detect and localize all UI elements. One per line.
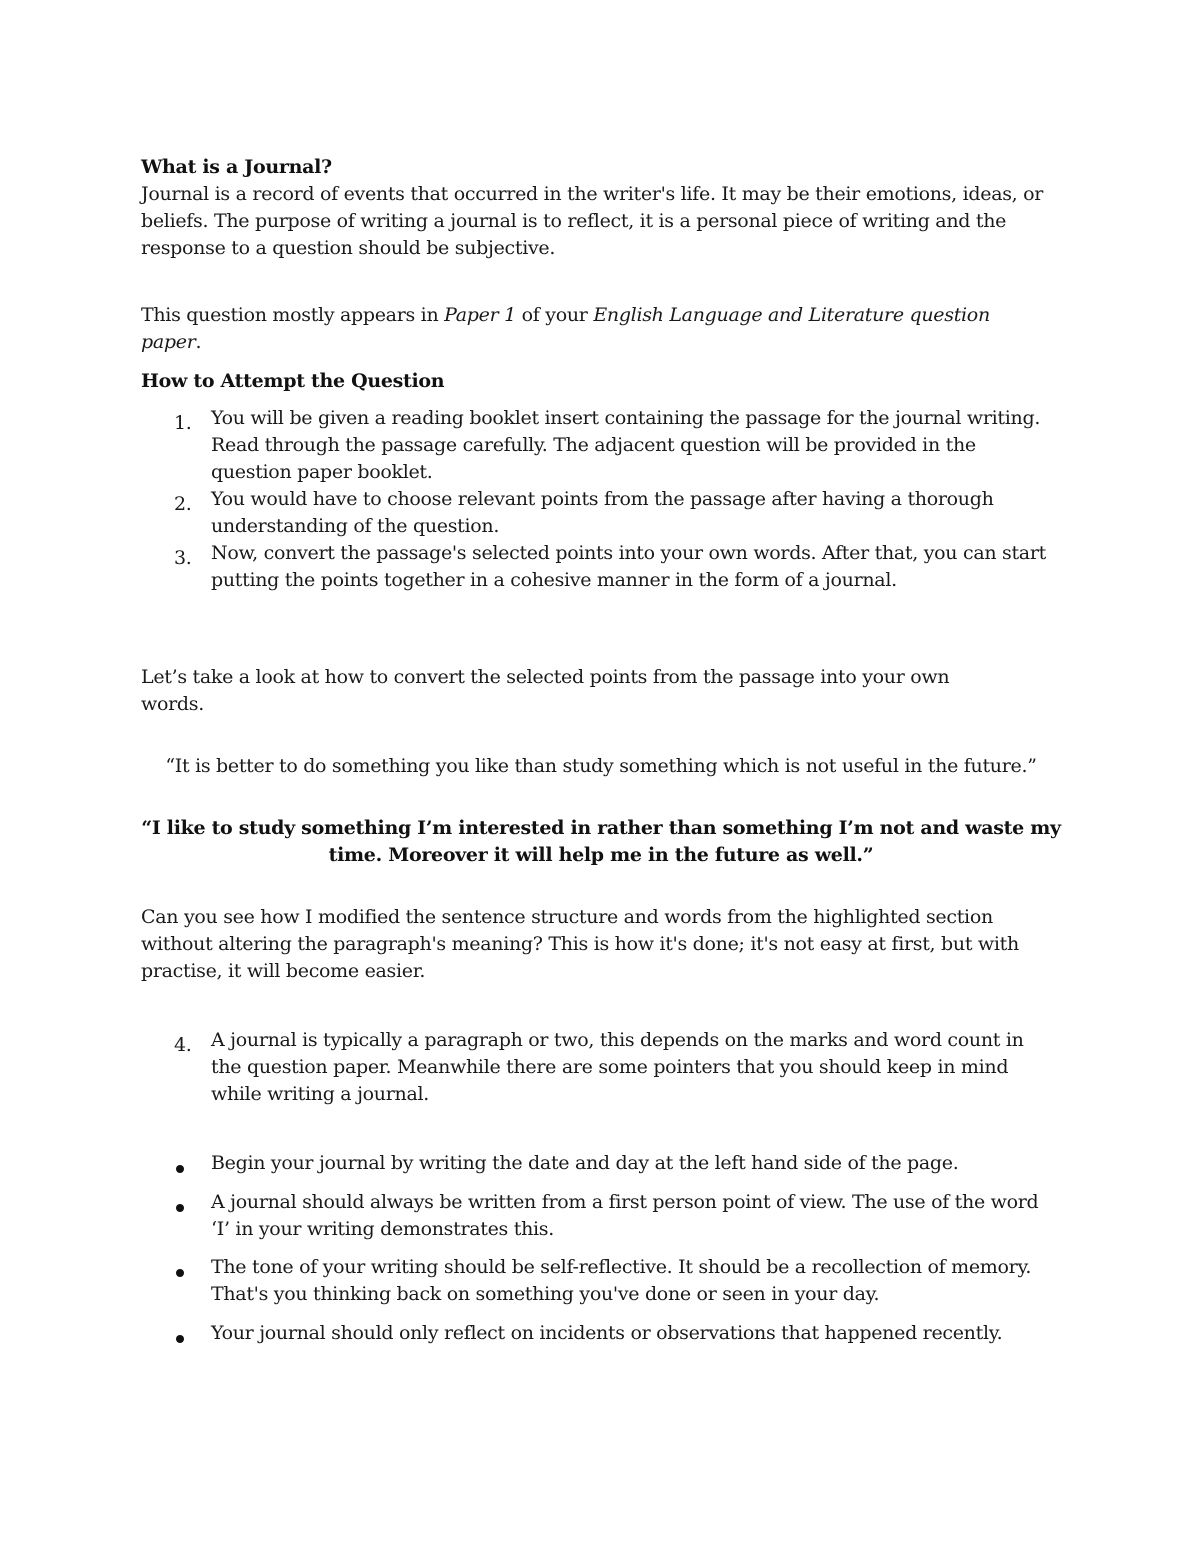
pointer-line: A journal should always be written from a first person point of view. The use of the word — [211, 1190, 1039, 1213]
paper-note-text: . — [195, 331, 202, 353]
pointer-line: Your journal should only reflect on incidents or observations that happened recently. — [211, 1321, 1003, 1344]
attempt-steps-list-continued — [141, 1027, 1061, 1108]
pointers-list — [141, 1150, 1061, 1358]
bullet-icon — [176, 1165, 184, 1173]
intro-section — [141, 154, 1061, 262]
list-item — [141, 1150, 1061, 1177]
bullet-icon — [176, 1335, 184, 1343]
paper-note-paragraph — [141, 302, 1061, 356]
explanation-line: practise, it will become easier. — [141, 960, 426, 982]
rewritten-quote-line: time. Moreover it will help me in the future as well.” — [328, 844, 874, 866]
rewritten-quote — [141, 815, 1061, 869]
pointer-line: ‘I’ in your writing demonstrates this. — [211, 1217, 554, 1240]
original-quote: “It is better to do something you like than study something which is not useful in the future.” — [165, 755, 1037, 777]
attempt-steps-list — [141, 405, 1061, 594]
list-item — [141, 1320, 1061, 1347]
list-item — [141, 486, 1061, 540]
paper-note-text: of your — [515, 304, 594, 326]
section-heading-how-to-attempt: How to Attempt the Question — [141, 370, 445, 392]
list-number: 2. — [174, 493, 192, 515]
list-number: 4. — [174, 1034, 192, 1056]
step-line: Now, convert the passage's selected points into your own words. After that, you can start — [211, 542, 1046, 564]
explanation-line: Can you see how I modified the sentence structure and words from the highlighted section — [141, 906, 993, 928]
conversion-paragraph — [141, 664, 1061, 718]
bullet-icon — [176, 1269, 184, 1277]
subject-name: English Language and Literature question — [593, 304, 990, 326]
conversion-line: words. — [141, 693, 204, 715]
intro-line: response to a question should be subjective. — [141, 237, 556, 259]
list-item — [141, 540, 1061, 594]
step-line: question paper booklet. — [211, 461, 433, 483]
intro-line: Journal is a record of events that occurred in the writer's life. It may be their emotions, ideas, or — [141, 183, 1044, 205]
pointer-line: That's you thinking back on something you've done or seen in your day. — [211, 1283, 880, 1305]
list-number: 1. — [174, 412, 192, 434]
step-line: A journal is typically a paragraph or two, this depends on the marks and word count in — [211, 1029, 1024, 1051]
paper-note-line — [141, 329, 1061, 356]
list-item — [141, 405, 1061, 486]
subject-name-continued: paper — [141, 331, 196, 353]
intro-line: beliefs. The purpose of writing a journal is to reflect, it is a personal piece of writing and the — [141, 210, 1007, 232]
paper-note-line — [141, 302, 1061, 329]
step-line: Read through the passage carefully. The adjacent question will be provided in the — [211, 434, 976, 456]
list-item — [141, 1189, 1061, 1243]
pointer-line: The tone of your writing should be self-reflective. It should be a recollection of memory. — [211, 1256, 1032, 1278]
step-line: understanding of the question. — [211, 515, 500, 537]
section-heading-what-is-journal: What is a Journal? — [141, 156, 332, 178]
paper-name: Paper 1 — [444, 304, 516, 326]
pointer-line: Begin your journal by writing the date and day at the left hand side of the page. — [211, 1152, 959, 1174]
conversion-line: Let’s take a look at how to convert the selected points from the passage into your own — [141, 666, 950, 688]
explanation-line: without altering the paragraph's meaning? This is how it's done; it's not easy at first, but with — [141, 933, 1019, 955]
bullet-icon — [176, 1204, 184, 1212]
step-line: putting the points together in a cohesive manner in the form of a journal. — [211, 569, 897, 591]
list-item — [141, 1254, 1061, 1308]
paper-note-text: This question mostly appears in — [141, 304, 445, 326]
intro-paragraph — [141, 181, 1061, 262]
step-line: You would have to choose relevant points from the passage after having a thorough — [211, 488, 994, 510]
rewritten-quote-line: “I like to study something I’m interested in rather than something I’m not and waste my — [141, 817, 1061, 839]
step-line: You will be given a reading booklet insert containing the passage for the journal writing. — [211, 407, 1041, 429]
list-item — [141, 1027, 1061, 1108]
explanation-paragraph — [141, 904, 1061, 985]
attempt-section — [141, 368, 1061, 395]
step-line: while writing a journal. — [211, 1083, 430, 1105]
step-line: the question paper. Meanwhile there are some pointers that you should keep in mind — [211, 1056, 1009, 1078]
list-number: 3. — [174, 547, 192, 569]
